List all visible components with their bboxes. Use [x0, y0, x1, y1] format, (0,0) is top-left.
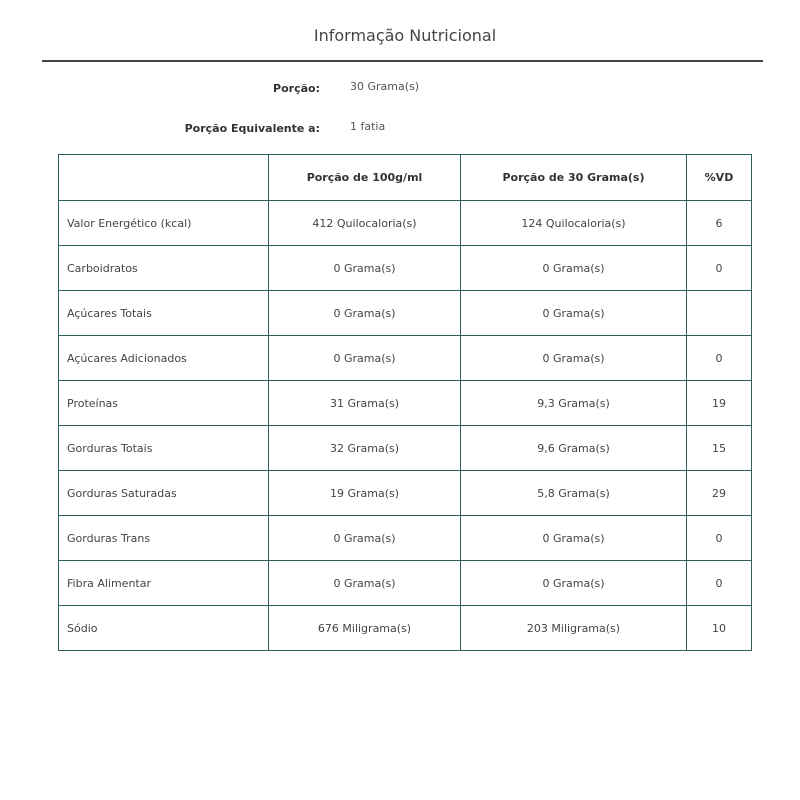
- table-row: [59, 246, 752, 291]
- value-per-portion: 0 Grama(s): [461, 336, 687, 381]
- nutrient-name: Carboidratos: [59, 246, 269, 291]
- daily-value-percent: 0: [687, 336, 752, 381]
- value-per-100g: 676 Miligrama(s): [269, 606, 461, 651]
- daily-value-percent: 19: [687, 381, 752, 426]
- value-per-portion: 0 Grama(s): [461, 516, 687, 561]
- value-per-portion: 124 Quilocaloria(s): [461, 201, 687, 246]
- value-per-100g: 19 Grama(s): [269, 471, 461, 516]
- value-per-portion: 0 Grama(s): [461, 291, 687, 336]
- nutrition-table: [58, 154, 752, 651]
- value-per-100g: 31 Grama(s): [269, 381, 461, 426]
- value-per-portion: 9,6 Grama(s): [461, 426, 687, 471]
- table-row: [59, 471, 752, 516]
- value-per-portion: 0 Grama(s): [461, 561, 687, 606]
- nutrient-name: Gorduras Saturadas: [59, 471, 269, 516]
- table-row: [59, 516, 752, 561]
- value-per-portion: 9,3 Grama(s): [461, 381, 687, 426]
- nutrient-name: Fibra Alimentar: [59, 561, 269, 606]
- header-daily-value: %VD: [687, 155, 752, 201]
- value-per-100g: 32 Grama(s): [269, 426, 461, 471]
- table-row: [59, 336, 752, 381]
- serving-size-value: 30 Grama(s): [350, 80, 420, 93]
- value-per-100g: 412 Quilocaloria(s): [269, 201, 461, 246]
- header-nutrient: [59, 155, 269, 201]
- header-per-100g: Porção de 100g/ml: [269, 155, 461, 201]
- value-per-portion: 203 Miligrama(s): [461, 606, 687, 651]
- daily-value-percent: [687, 291, 752, 336]
- nutrient-name: Proteínas: [59, 381, 269, 426]
- daily-value-percent: 0: [687, 246, 752, 291]
- nutrient-name: Valor Energético (kcal): [59, 201, 269, 246]
- value-per-100g: 0 Grama(s): [269, 291, 461, 336]
- value-per-100g: 0 Grama(s): [269, 561, 461, 606]
- nutrient-name: Açúcares Adicionados: [59, 336, 269, 381]
- table-row: [59, 201, 752, 246]
- header-per-portion: Porção de 30 Grama(s): [461, 155, 687, 201]
- serving-equivalent-value: 1 fatia: [350, 120, 386, 133]
- title-divider: [42, 60, 763, 62]
- value-per-100g: 0 Grama(s): [269, 516, 461, 561]
- value-per-100g: 0 Grama(s): [269, 246, 461, 291]
- value-per-100g: 0 Grama(s): [269, 336, 461, 381]
- table-header-row: [59, 155, 752, 201]
- value-per-portion: 0 Grama(s): [461, 246, 687, 291]
- daily-value-percent: 6: [687, 201, 752, 246]
- table-row: [59, 606, 752, 651]
- table-row: [59, 291, 752, 336]
- daily-value-percent: 0: [687, 516, 752, 561]
- value-per-portion: 5,8 Grama(s): [461, 471, 687, 516]
- nutrient-name: Gorduras Trans: [59, 516, 269, 561]
- daily-value-percent: 10: [687, 606, 752, 651]
- table-row: [59, 381, 752, 426]
- serving-equivalent-label: Porção Equivalente a:: [184, 122, 320, 135]
- nutrient-name: Açúcares Totais: [59, 291, 269, 336]
- page-title: Informação Nutricional: [313, 26, 497, 45]
- daily-value-percent: 15: [687, 426, 752, 471]
- table-row: [59, 561, 752, 606]
- nutrient-name: Sódio: [59, 606, 269, 651]
- table-row: [59, 426, 752, 471]
- serving-size-label: Porção:: [273, 82, 320, 95]
- daily-value-percent: 0: [687, 561, 752, 606]
- nutrient-name: Gorduras Totais: [59, 426, 269, 471]
- daily-value-percent: 29: [687, 471, 752, 516]
